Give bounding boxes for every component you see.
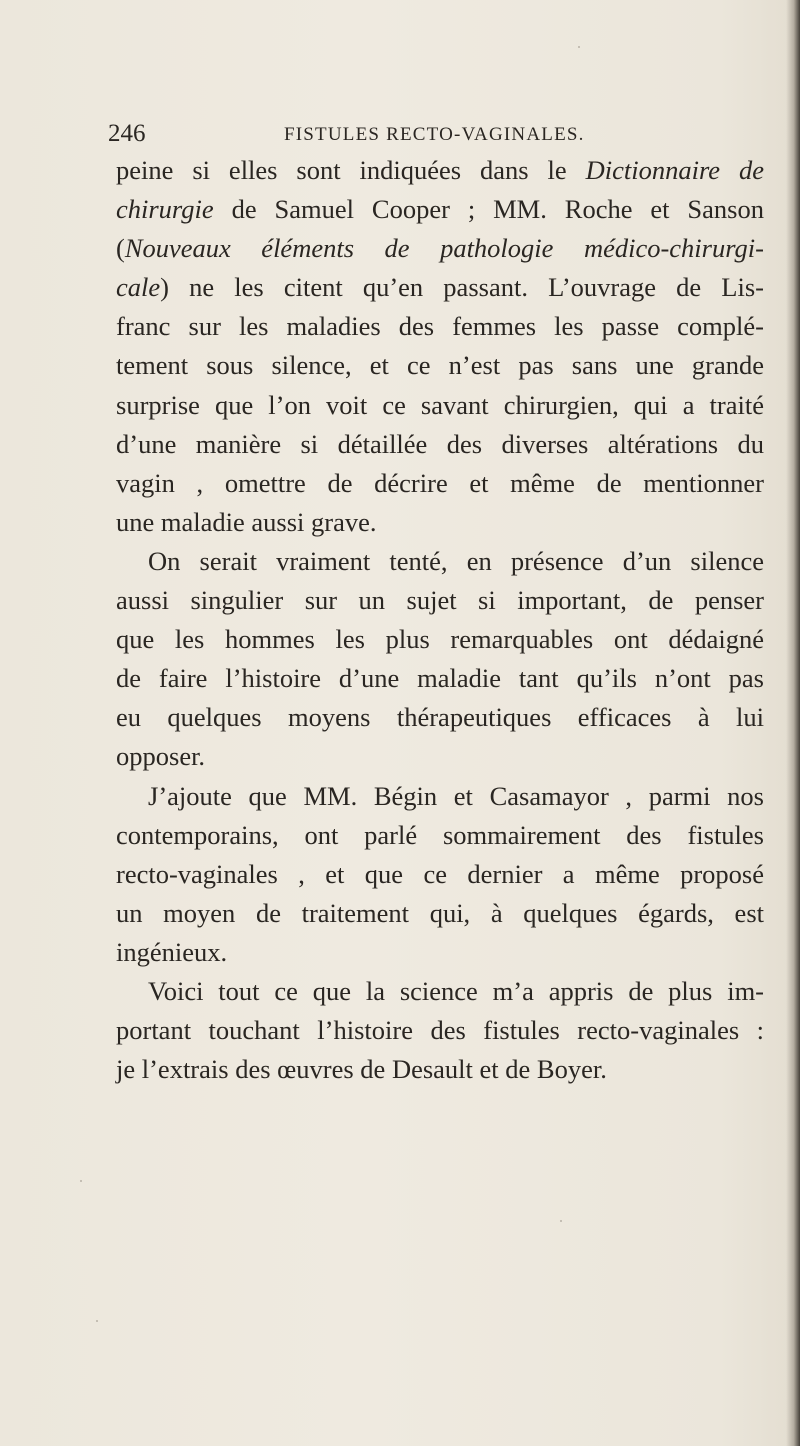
text-line (116, 777, 764, 816)
paper-speck (96, 1320, 98, 1322)
text-line (116, 1011, 764, 1050)
text-line (116, 894, 764, 933)
paper-speck (560, 1220, 562, 1222)
italic-text: chirurgie (116, 194, 214, 225)
text-segment: J’ajoute que MM. Bégin et Casamayor , parmi nos (148, 780, 764, 811)
text-segment: vagin , omettre de décrire et même de mentionner (116, 467, 764, 498)
text-line (116, 503, 796, 542)
text-segment: On serait vraiment tenté, en présence d’un silence (148, 545, 764, 576)
text-line (116, 190, 764, 229)
text-line (116, 972, 764, 1011)
text-line (116, 933, 796, 972)
text-line (116, 542, 764, 581)
page-number: 246 (108, 120, 146, 147)
text-line (116, 581, 764, 620)
text-line (116, 268, 764, 307)
text-line (116, 737, 796, 776)
text-line (116, 464, 764, 503)
paper-speck (578, 46, 580, 48)
text-segment: franc sur les maladies des femmes les passe complé- (116, 311, 764, 342)
running-head (108, 120, 748, 152)
italic-text: cale (116, 272, 161, 303)
text-line (116, 659, 764, 698)
running-title: FISTULES RECTO-VAGINALES. (284, 124, 585, 145)
text-segment: aussi singulier sur un sujet si important, de penser (116, 585, 764, 616)
text-line (116, 620, 764, 659)
text-segment: recto-vaginales , et que ce dernier a même proposé (116, 858, 764, 889)
text-segment: surprise que l’on voit ce savant chirurgien, qui a traité (116, 389, 764, 420)
italic-text: Dictionnaire de (585, 155, 764, 185)
text-segment: tement sous silence, et ce n’est pas sans une grande (116, 350, 764, 381)
text-segment: je l’extrais des œuvres de Desault et de Boyer. (116, 1054, 607, 1085)
paper-speck (80, 1180, 82, 1182)
text-segment: ) ne les citent qu’en passant. L’ouvrage de Lis- (160, 272, 764, 303)
text-segment: d’une manière si détaillée des diverses altérations du (116, 428, 764, 459)
text-line (116, 855, 764, 894)
text-line (116, 386, 764, 425)
italic-text: Nouveaux éléments de pathologie médico-chirurgi- (124, 233, 764, 264)
text-line (116, 307, 764, 346)
text-line (116, 346, 764, 385)
text-segment: portant touchant l’histoire des fistules recto-vaginales : (116, 1015, 764, 1046)
text-line (116, 151, 764, 190)
text-segment: ( (116, 233, 125, 264)
text-line (116, 1050, 796, 1089)
text-segment: que les hommes les plus remarquables ont dédaigné (116, 624, 764, 655)
text-segment: de Samuel Cooper ; MM. Roche et Sanson (213, 194, 764, 225)
text-segment: un moyen de traitement qui, à quelques égards, est (116, 897, 764, 928)
text-segment: Voici tout ce que la science m’a appris de plus im- (148, 975, 764, 1006)
text-segment: peine si elles sont indiquées dans le (116, 155, 586, 185)
text-segment: de faire l’histoire d’une maladie tant qu’ils n’ont pas (116, 663, 764, 694)
text-line (116, 229, 764, 268)
body-text (116, 151, 796, 1089)
text-line (116, 698, 764, 737)
text-segment: eu quelques moyens thérapeutiques efficaces à lui (116, 702, 764, 733)
text-line (116, 425, 764, 464)
text-line (116, 816, 764, 855)
text-segment: ingénieux. (116, 936, 228, 967)
text-segment: une maladie aussi grave. (116, 506, 377, 537)
text-segment: contemporains, ont parlé sommairement des fistules (116, 819, 764, 850)
text-segment: opposer. (116, 741, 206, 772)
